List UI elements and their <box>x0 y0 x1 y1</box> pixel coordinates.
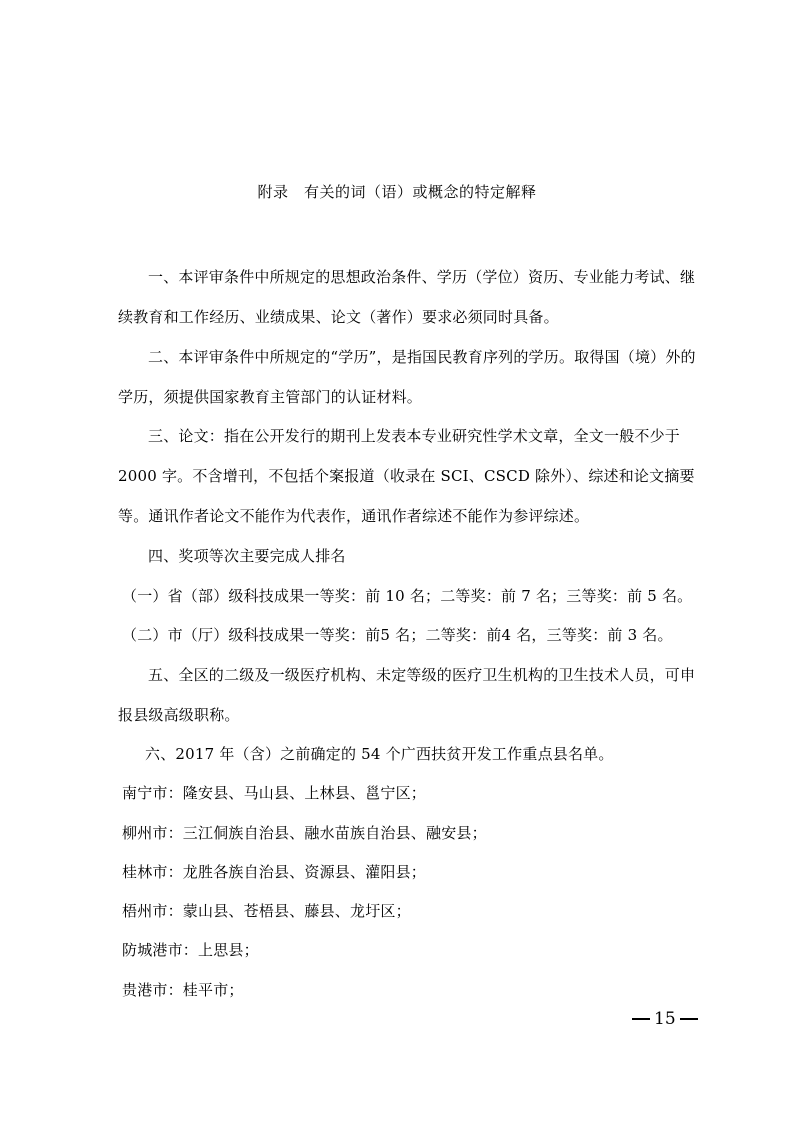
page-number <box>628 1009 702 1029</box>
county-list-wuzhou: 梧州市：蒙山县、苍梧县、藤县、龙圩区； <box>122 902 411 920</box>
paragraph-6: （二）市（厅）级科技成果一等奖：前5 名；二等奖：前4 名，三等奖：前 3 名。 <box>122 626 673 644</box>
county-list-fangchenggang: 防城港市：上思县； <box>122 941 259 959</box>
page-number-text: 15 <box>654 1009 676 1029</box>
dash-right <box>680 1018 698 1020</box>
paragraph-1: 一、本评审条件中所规定的思想政治条件、学历（学位）资历、专业能力考试、继续教育和工作经历、业绩成果、论文（著作）要求必须同时具备。 <box>118 268 696 326</box>
appendix-title: 附录 有关的词（语）或概念的特定解释 <box>257 183 537 201</box>
paragraph-2: 二、本评审条件中所规定的“学历”，是指国民教育序列的学历。取得国（境）外的学历，须提供国家教育主管部门的认证材料。 <box>118 348 696 406</box>
paragraph-5: （一）省（部）级科技成果一等奖：前 10 名；二等奖：前 7 名；三等奖：前 5 名。 <box>122 587 693 605</box>
paragraph-3: 三、论文：指在公开发行的期刊上发表本专业研究性学术文章，全文一般不少于 2000 字。不含增刊，不包括个案报道（收录在 SCI、CSCD 除外）、综述和论文摘要等。通讯作者论文不能作为代表作，通讯作者综述不能作为参评综述。 <box>118 427 695 525</box>
county-list-liuzhou: 柳州市：三江侗族自治县、融水苗族自治县、融安县； <box>122 824 487 842</box>
paragraph-7: 五、全区的二级及一级医疗机构、未定等级的医疗卫生机构的卫生技术人员，可申报县级高级职称。 <box>118 666 696 724</box>
county-list-nanning: 南宁市：隆安县、马山县、上林县、邕宁区； <box>122 784 427 802</box>
paragraph-8: 六、2017 年（含）之前确定的 54 个广西扶贫开发工作重点县名单。 <box>145 745 614 763</box>
county-list-guigang: 贵港市：桂平市； <box>122 981 244 999</box>
county-list-guilin: 桂林市：龙胜各族自治县、资源县、灌阳县； <box>122 863 427 881</box>
paragraph-4: 四、奖项等次主要完成人排名 <box>148 547 346 565</box>
dash-left <box>632 1018 650 1020</box>
